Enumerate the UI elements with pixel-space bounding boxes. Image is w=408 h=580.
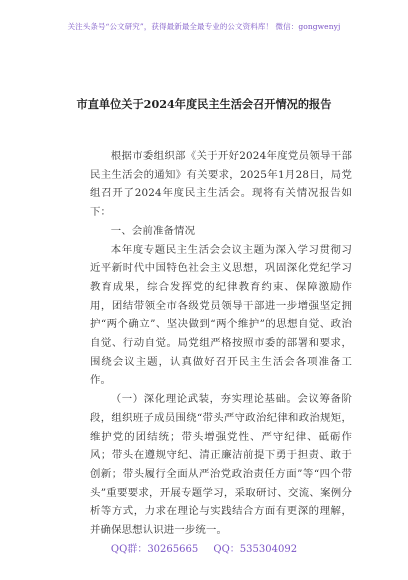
section-paragraph: 本年度专题民主生活会会议主题为深入学习贯彻习近平新时代中国特色社会主义思想，巩固深化党纪学习教育成果，综合发挥党的纪律教育约束、保障激励作用，团结带领全市各级党员领导干部进一步增强坚定拥护“两个确立”、坚决做到“两个维护”的思想自觉、政治自觉、行动自觉。局党组严格按照市委的部署和要求，围绕会议主题，认真做好召开民主生活会各项准备工作。 — [90, 243, 352, 387]
footer-contact — [0, 540, 408, 555]
qq-group-number: QQ群：30265665 — [110, 544, 199, 555]
promo-banner: 关注头条号“公文研究”，获得最新最全最专业的公文资料库！ 微信：gongwenyj — [67, 22, 341, 31]
section-heading: 一、会前准备情况 — [110, 224, 196, 237]
document-title: 市直单位关于2024年度民主生活会召开情况的报告 — [76, 97, 332, 111]
document-body — [90, 147, 352, 540]
qq-number: QQ：535304092 — [213, 544, 298, 555]
subsection-paragraph: （一）深化理论武装，夯实理论基础。会议筹备阶段，组织班子成员围绕“带头严守政治纪律和政治规矩，维护党的团结统；带头增强党性、严守纪律、砥砺作风；带头在遵规守纪、清正廉洁前提下勇于担责、敢于创新；带头履行全面从严治党政治责任方面”等“四个带头”重要要求，开展专题学习，采取研讨、交流、案例分析等方式，力求在理论与实践结合方面有更深的理解，并确保思想认识进一步统一。 — [90, 393, 352, 537]
intro-paragraph: 根据市委组织部《关于开好2024年度党员领导干部民主生活会的通知》有关要求，2025年1月28日，局党组召开了2024年度民主生活会。现将有关情况报告如下： — [90, 150, 352, 219]
